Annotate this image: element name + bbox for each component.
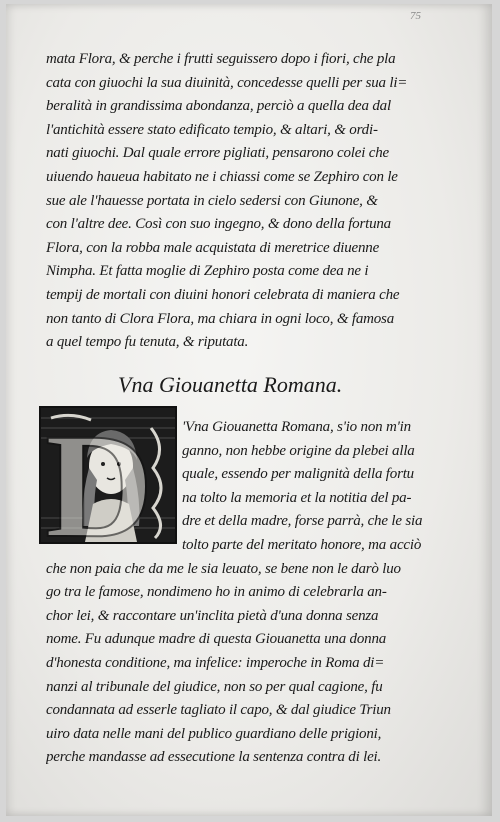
text-line: go tra le famose, nondimeno ho in animo di celebrarla an- <box>46 584 387 601</box>
text-line: nati giuochi. Dal quale errore pigliati, pensarono colei che <box>46 145 389 162</box>
text-line: nome. Fu adunque madre di questa Giouanetta una donna <box>46 631 387 648</box>
text-line: sue ale l'hauesse portata in cielo sedersi con Giunone, & <box>46 192 378 209</box>
paragraph-giouanetta <box>46 416 476 770</box>
initial-letter: D <box>45 408 154 542</box>
text-line: na tolto la memoria et la notitia del pa- <box>182 489 412 506</box>
text-line: nanzi al tribunale del giudice, non so per qual cagione, fu <box>46 678 383 695</box>
text-line: non tanto di Clora Flora, ma chiara in ogni loco, & famosa <box>46 310 394 327</box>
text-line: chor lei, & raccontare un'inclita pietà d'una donna senza <box>46 607 379 624</box>
text-line: uiuendo haueua habitato ne i chiassi come se Zephiro con le <box>46 168 398 185</box>
text-line: dre et della madre, forse parrà, che le sia <box>182 513 423 530</box>
text-line: condannata ad esserle tagliato il capo, & dal giudice Triun <box>46 702 391 719</box>
text-line: uiro data nelle mani del publico guardiano delle prigioni, <box>46 725 382 742</box>
text-line: cata con giuochi la sua diuinità, concedesse quelli per sua li= <box>46 74 408 91</box>
paragraph-flora <box>46 48 476 355</box>
text-line: l'antichità essere stato edificato tempio, & altari, & ordi- <box>46 121 378 138</box>
page-number: 75 <box>410 10 421 22</box>
text-line: tolto parte del meritato honore, ma acciò <box>182 536 422 553</box>
book-page <box>6 4 492 816</box>
text-line: che non paia che da me le sia leuato, se bene non le darò luo <box>46 560 401 577</box>
text-line: Flora, con la robba male acquistata di meretrice diuenne <box>46 239 380 256</box>
text-line: con l'altre dee. Così con suo ingegno, & dono della fortuna <box>46 216 391 233</box>
text-line: a quel tempo fu tenuta, & riputata. <box>46 334 249 351</box>
section-heading: Vna Giouanetta Romana. <box>118 372 343 397</box>
text-line: beralità in grandissima abondanza, perciò a quella dea dal <box>46 98 391 115</box>
text-line: 'Vna Giouanetta Romana, s'io non m'in <box>182 419 411 435</box>
text-line: d'honesta conditione, ma infelice: imperoche in Roma di= <box>46 654 385 671</box>
text-line: tempij de mortali con diuini honori celebrata di maniera che <box>46 286 400 303</box>
text-line: perche mandasse ad essecutione la sentenza contra di lei. <box>46 749 382 766</box>
text-line: ganno, non hebbe origine da plebei alla <box>182 442 415 459</box>
text-line: Nimpha. Et fatta moglie di Zephiro posta come dea ne i <box>46 263 369 280</box>
text-line: quale, essendo per malignità della fortu <box>182 466 414 483</box>
text-line: mata Flora, & perche i frutti seguissero dopo i fiori, che pla <box>46 51 396 67</box>
